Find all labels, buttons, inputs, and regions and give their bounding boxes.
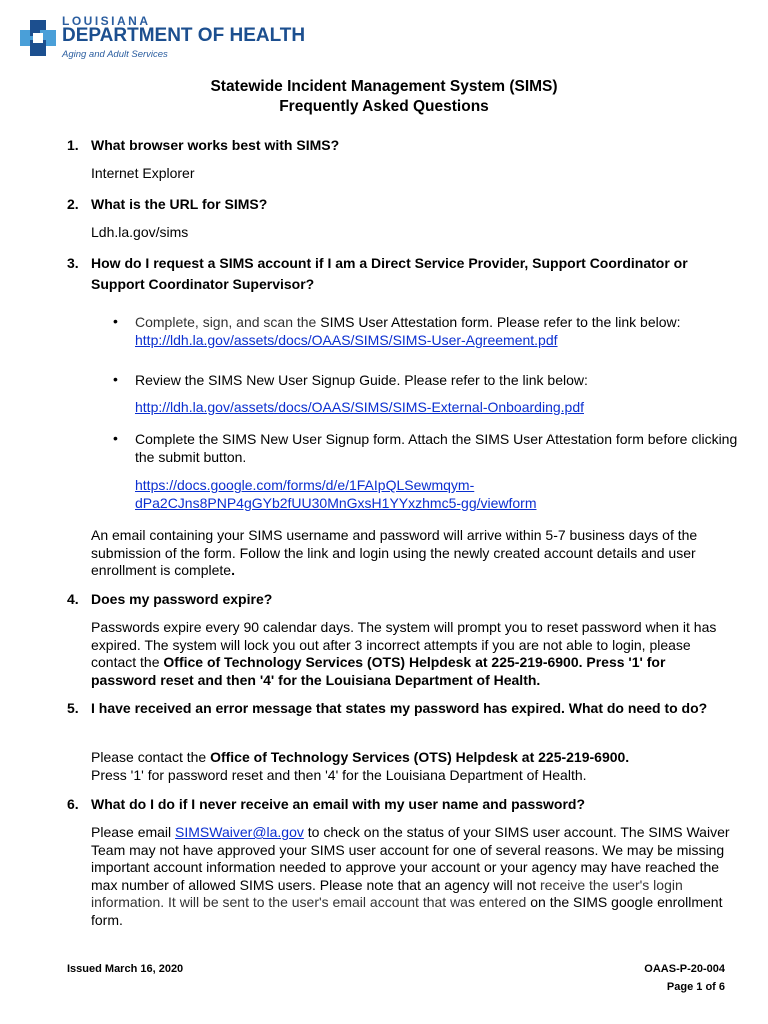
sims-waiver-email-link[interactable]: SIMSWaiver@la.gov xyxy=(175,824,304,840)
bullet-1-text: Complete, sign, and scan the SIMS User Attestation form. Please refer to the link below: http://ldh.la.gov/assets/docs/OAAS/SIMS/SIMS-User-Agreement.pdf xyxy=(135,314,681,348)
question-4: 4. Does my password expire? xyxy=(67,591,273,607)
document-code: OAAS-P-20-004 xyxy=(644,963,725,975)
logo-department-text: DEPARTMENT OF HEALTH xyxy=(62,25,306,46)
bullet-3: • xyxy=(113,430,118,446)
bullet-2-text: Review the SIMS New User Signup Guide. Please refer to the link below: xyxy=(135,372,588,388)
bullet-2: • xyxy=(113,371,118,387)
issued-date: Issued March 16, 2020 xyxy=(67,963,184,975)
page-number: Page 1 of 6 xyxy=(666,981,725,993)
logo-subtitle-text: Aging and Adult Services xyxy=(62,49,168,60)
question-2: 2. What is the URL for SIMS? xyxy=(67,196,268,212)
logo-state-text: LOUISIANA xyxy=(62,14,151,28)
answer-4: Passwords expire every 90 calendar days. The system will prompt you to reset password when it has expired. The system will lock you out after 3 incorrect attempts if you are not able to login, please contact the Office of Technology Services (OTS) Helpdesk at 225-219-6900. Press '1' for password reset and then '4' for the Louisiana Department of Health. xyxy=(91,619,717,688)
answer-1: Internet Explorer xyxy=(91,165,195,181)
answer-2: Ldh.la.gov/sims xyxy=(91,224,189,240)
cross-icon xyxy=(20,20,56,56)
bullet-3-text: Complete the SIMS New User Signup form. Attach the SIMS User Attestation form before clicking the submit button. xyxy=(135,431,738,465)
answer-3-followup: An email containing your SIMS username and password will arrive within 5-7 business days of the submission of the form. Follow the link and login using the newly created account details and user enrollment is complete. xyxy=(91,527,698,579)
bullet-1: • xyxy=(113,313,118,329)
answer-6: Please email SIMSWaiver@la.gov to check on the status of your SIMS user account. The SIMS Waiver Team may not have approved your SIMS user account for one of several reasons. We may be missing important account information needed to approve your account or your agency may have reached the max number of allowed SIMS users. Please note that an agency will not receive the user's login information. It will be sent to the user's email account that was entered on the SIMS google enrollment form. xyxy=(91,824,730,928)
onboarding-guide-link[interactable]: http://ldh.la.gov/assets/docs/OAAS/SIMS/SIMS-External-Onboarding.pdf xyxy=(135,399,584,415)
answer-5: Please contact the Office of Technology Services (OTS) Helpdesk at 225-219-6900. Press '1' for password reset and then '4' for the Louisiana Department of Health. xyxy=(91,749,630,783)
google-form-link[interactable]: https://docs.google.com/forms/d/e/1FAIpQLSewmqym- dPa2CJns8PNP4gGYb2fUU30MnGxsH1YYxzhmc5-gg/viewform xyxy=(135,477,537,511)
question-3: 3. How do I request a SIMS account if I am a Direct Service Provider, Support Coordinator or Support Coordinator Supervisor? xyxy=(67,255,688,292)
doc-title-line1: Statewide Incident Management System (SIMS) xyxy=(210,78,558,95)
question-5: 5. I have received an error message that states my password has expired. What do need to do? xyxy=(67,700,708,716)
question-1: 1. What browser works best with SIMS? xyxy=(67,137,340,153)
question-6: 6. What do I do if I never receive an email with my user name and password? xyxy=(67,796,586,812)
user-agreement-link[interactable]: http://ldh.la.gov/assets/docs/OAAS/SIMS/SIMS-User-Agreement.pdf xyxy=(135,332,558,348)
doc-title-line2: Frequently Asked Questions xyxy=(279,98,489,115)
